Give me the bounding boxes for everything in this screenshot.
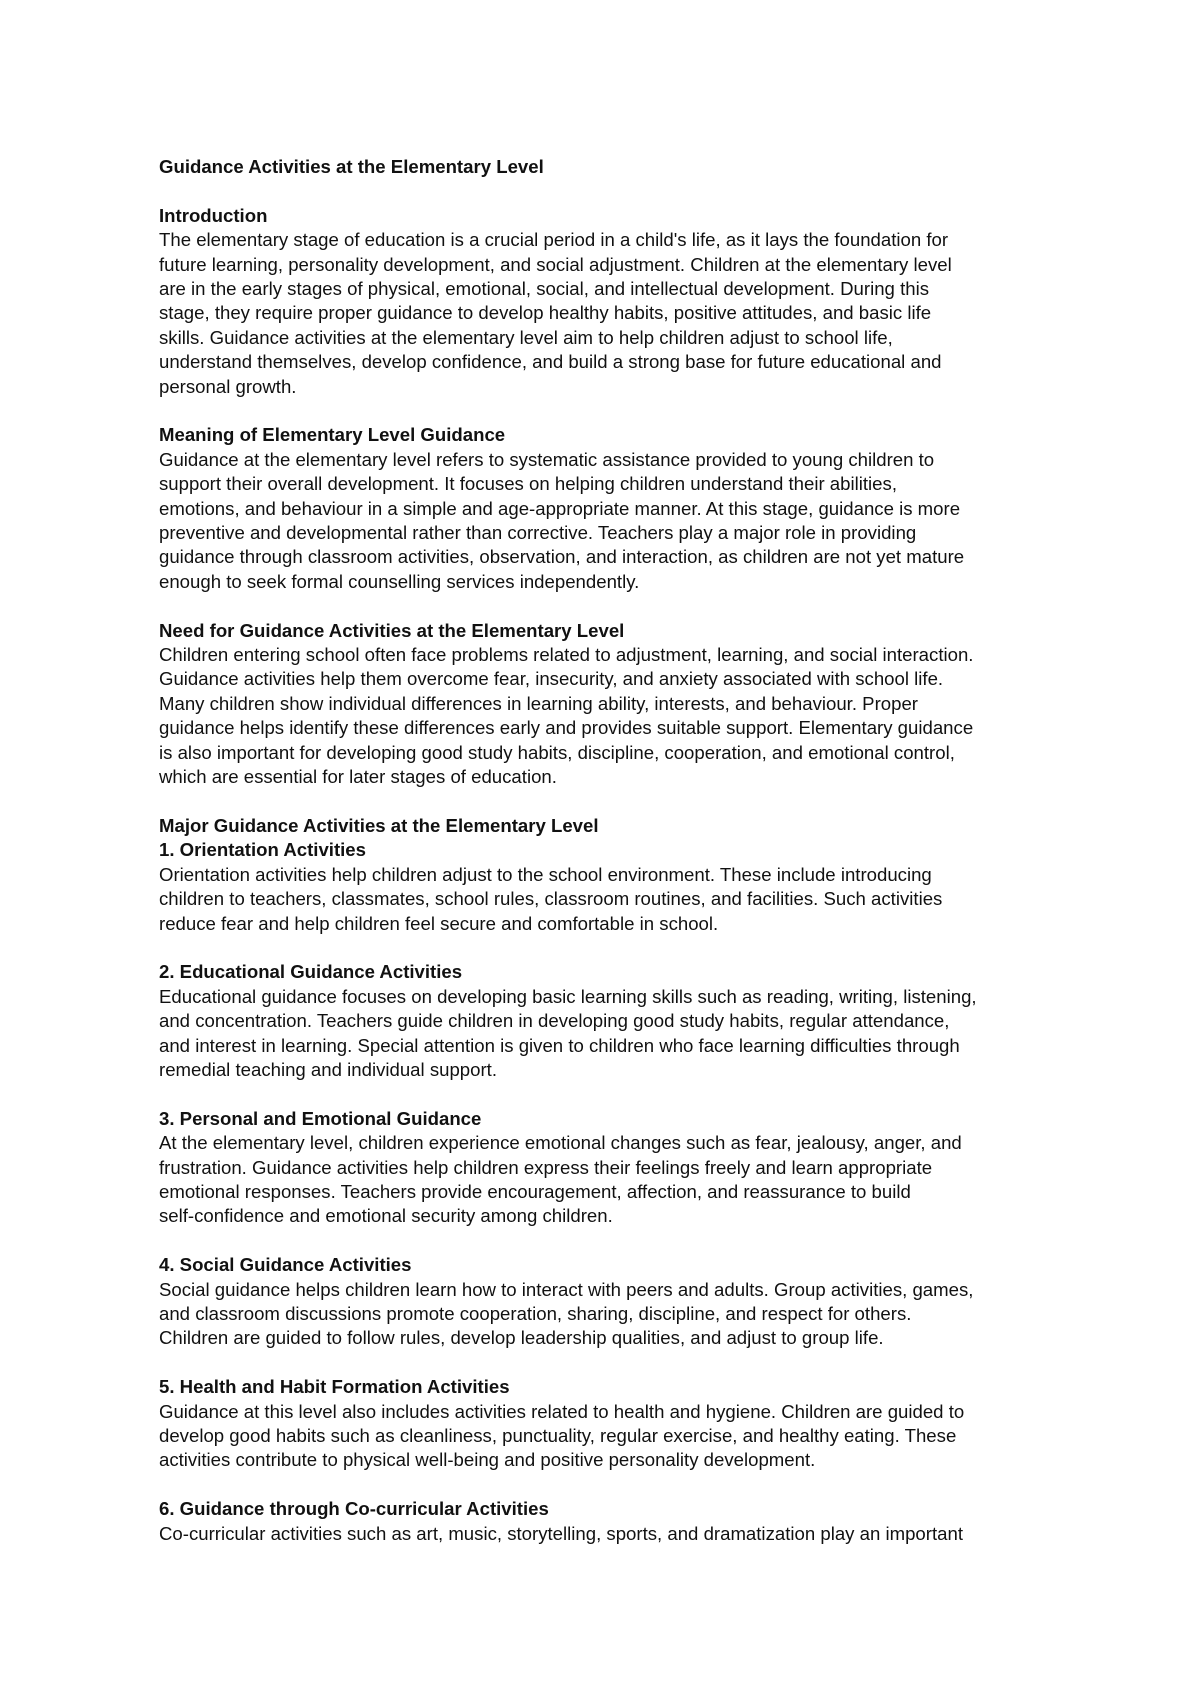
section-heading: Meaning of Elementary Level Guidance — [159, 424, 506, 446]
text-line: is also important for developing good study habits, discipline, cooperation, and emotional control, — [159, 741, 955, 763]
text-line: stage, they require proper guidance to develop healthy habits, positive attitudes, and basic life — [159, 302, 932, 324]
text-line: emotions, and behaviour in a simple and age-appropriate manner. At this stage, guidance is more — [159, 497, 961, 519]
section-major-activities — [159, 814, 1059, 838]
section-paragraph — [159, 228, 1059, 399]
section-meaning — [159, 423, 1059, 594]
section-social-guidance — [159, 1253, 1059, 1351]
section-heading: Need for Guidance Activities at the Elementary Level — [159, 619, 625, 641]
text-line: emotional responses. Teachers provide encouragement, affection, and reassurance to build — [159, 1180, 911, 1202]
text-line: enough to seek formal counselling services independently. — [159, 570, 640, 592]
text-line: guidance through classroom activities, observation, and interaction, as children are not yet mature — [159, 546, 965, 568]
text-line: and classroom discussions promote cooperation, sharing, discipline, and respect for others. — [159, 1302, 912, 1324]
text-line: are in the early stages of physical, emotional, social, and intellectual development. During this — [159, 278, 929, 300]
text-line: frustration. Guidance activities help children express their feelings freely and learn appropriate — [159, 1156, 933, 1178]
text-line: self-confidence and emotional security among children. — [159, 1205, 613, 1227]
section-paragraph — [159, 1278, 1059, 1351]
text-line: remedial teaching and individual support. — [159, 1058, 498, 1080]
text-line: preventive and developmental rather than corrective. Teachers play a major role in providing — [159, 522, 917, 544]
section-paragraph — [159, 1400, 1059, 1473]
text-line: support their overall development. It focuses on helping children understand their abilities, — [159, 473, 897, 495]
text-line: future learning, personality development, and social adjustment. Children at the elementary level — [159, 253, 952, 275]
section-heading: 4. Social Guidance Activities — [159, 1254, 412, 1276]
text-line: Children are guided to follow rules, develop leadership qualities, and adjust to group life. — [159, 1327, 884, 1349]
text-line: understand themselves, develop confidence, and build a strong base for future educational and — [159, 351, 942, 373]
section-heading: 5. Health and Habit Formation Activities — [159, 1376, 510, 1398]
section-heading: 3. Personal and Emotional Guidance — [159, 1107, 482, 1129]
text-line: Co-curricular activities such as art, music, storytelling, sports, and dramatization play an important — [159, 1522, 963, 1544]
section-heading: Introduction — [159, 204, 268, 226]
section-paragraph — [159, 448, 1059, 594]
section-paragraph — [159, 1522, 1059, 1546]
text-line: personal growth. — [159, 375, 297, 397]
text-line: guidance helps identify these differences early and provides suitable support. Elementary guidance — [159, 717, 974, 739]
text-line: Guidance activities help them overcome fear, insecurity, and anxiety associated with school life. — [159, 668, 944, 690]
section-health-habit — [159, 1375, 1059, 1473]
text-line: At the elementary level, children experience emotional changes such as fear, jealousy, anger, and — [159, 1132, 962, 1154]
text-line: Many children show individual differences in learning ability, interests, and behaviour. Proper — [159, 692, 918, 714]
text-line: The elementary stage of education is a crucial period in a child's life, as it lays the foundation for — [159, 229, 949, 251]
section-heading: Major Guidance Activities at the Elementary Level — [159, 814, 599, 836]
section-heading: 1. Orientation Activities — [159, 839, 366, 861]
document-page — [159, 155, 1059, 1546]
section-heading: 2. Educational Guidance Activities — [159, 961, 463, 983]
section-paragraph — [159, 643, 1059, 789]
text-line: Social guidance helps children learn how to interact with peers and adults. Group activities, games, — [159, 1278, 974, 1300]
text-line: reduce fear and help children feel secure and comfortable in school. — [159, 912, 719, 934]
section-orientation — [159, 838, 1059, 936]
text-line: children to teachers, classmates, school rules, classroom routines, and facilities. Such activities — [159, 888, 943, 910]
text-line: and concentration. Teachers guide children in developing good study habits, regular attendance, — [159, 1010, 950, 1032]
section-paragraph — [159, 863, 1059, 936]
text-line: Orientation activities help children adjust to the school environment. These include introducing — [159, 863, 932, 885]
section-paragraph — [159, 1131, 1059, 1229]
section-educational-guidance — [159, 960, 1059, 1082]
text-line: develop good habits such as cleanliness, punctuality, regular exercise, and healthy eating. These — [159, 1425, 957, 1446]
text-line: and interest in learning. Special attention is given to children who face learning difficulties through — [159, 1034, 960, 1056]
text-line: Children entering school often face problems related to adjustment, learning, and social interaction. — [159, 644, 974, 666]
text-line: Guidance at this level also includes activities related to health and hygiene. Children are guided to — [159, 1400, 965, 1422]
text-line: activities contribute to physical well-being and positive personality development. — [159, 1449, 816, 1471]
section-personal-emotional — [159, 1107, 1059, 1229]
section-introduction — [159, 204, 1059, 399]
section-heading: 6. Guidance through Co-curricular Activities — [159, 1498, 549, 1520]
document-title: Guidance Activities at the Elementary Level — [159, 156, 544, 177]
text-line: Educational guidance focuses on developing basic learning skills such as reading, writing, listening, — [159, 985, 977, 1007]
text-line: skills. Guidance activities at the elementary level aim to help children adjust to school life, — [159, 326, 893, 348]
text-line: Guidance at the elementary level refers to systematic assistance provided to young children to — [159, 448, 935, 470]
section-need — [159, 619, 1059, 790]
section-paragraph — [159, 985, 1059, 1083]
text-line: which are essential for later stages of education. — [159, 766, 557, 788]
section-co-curricular — [159, 1497, 1059, 1546]
